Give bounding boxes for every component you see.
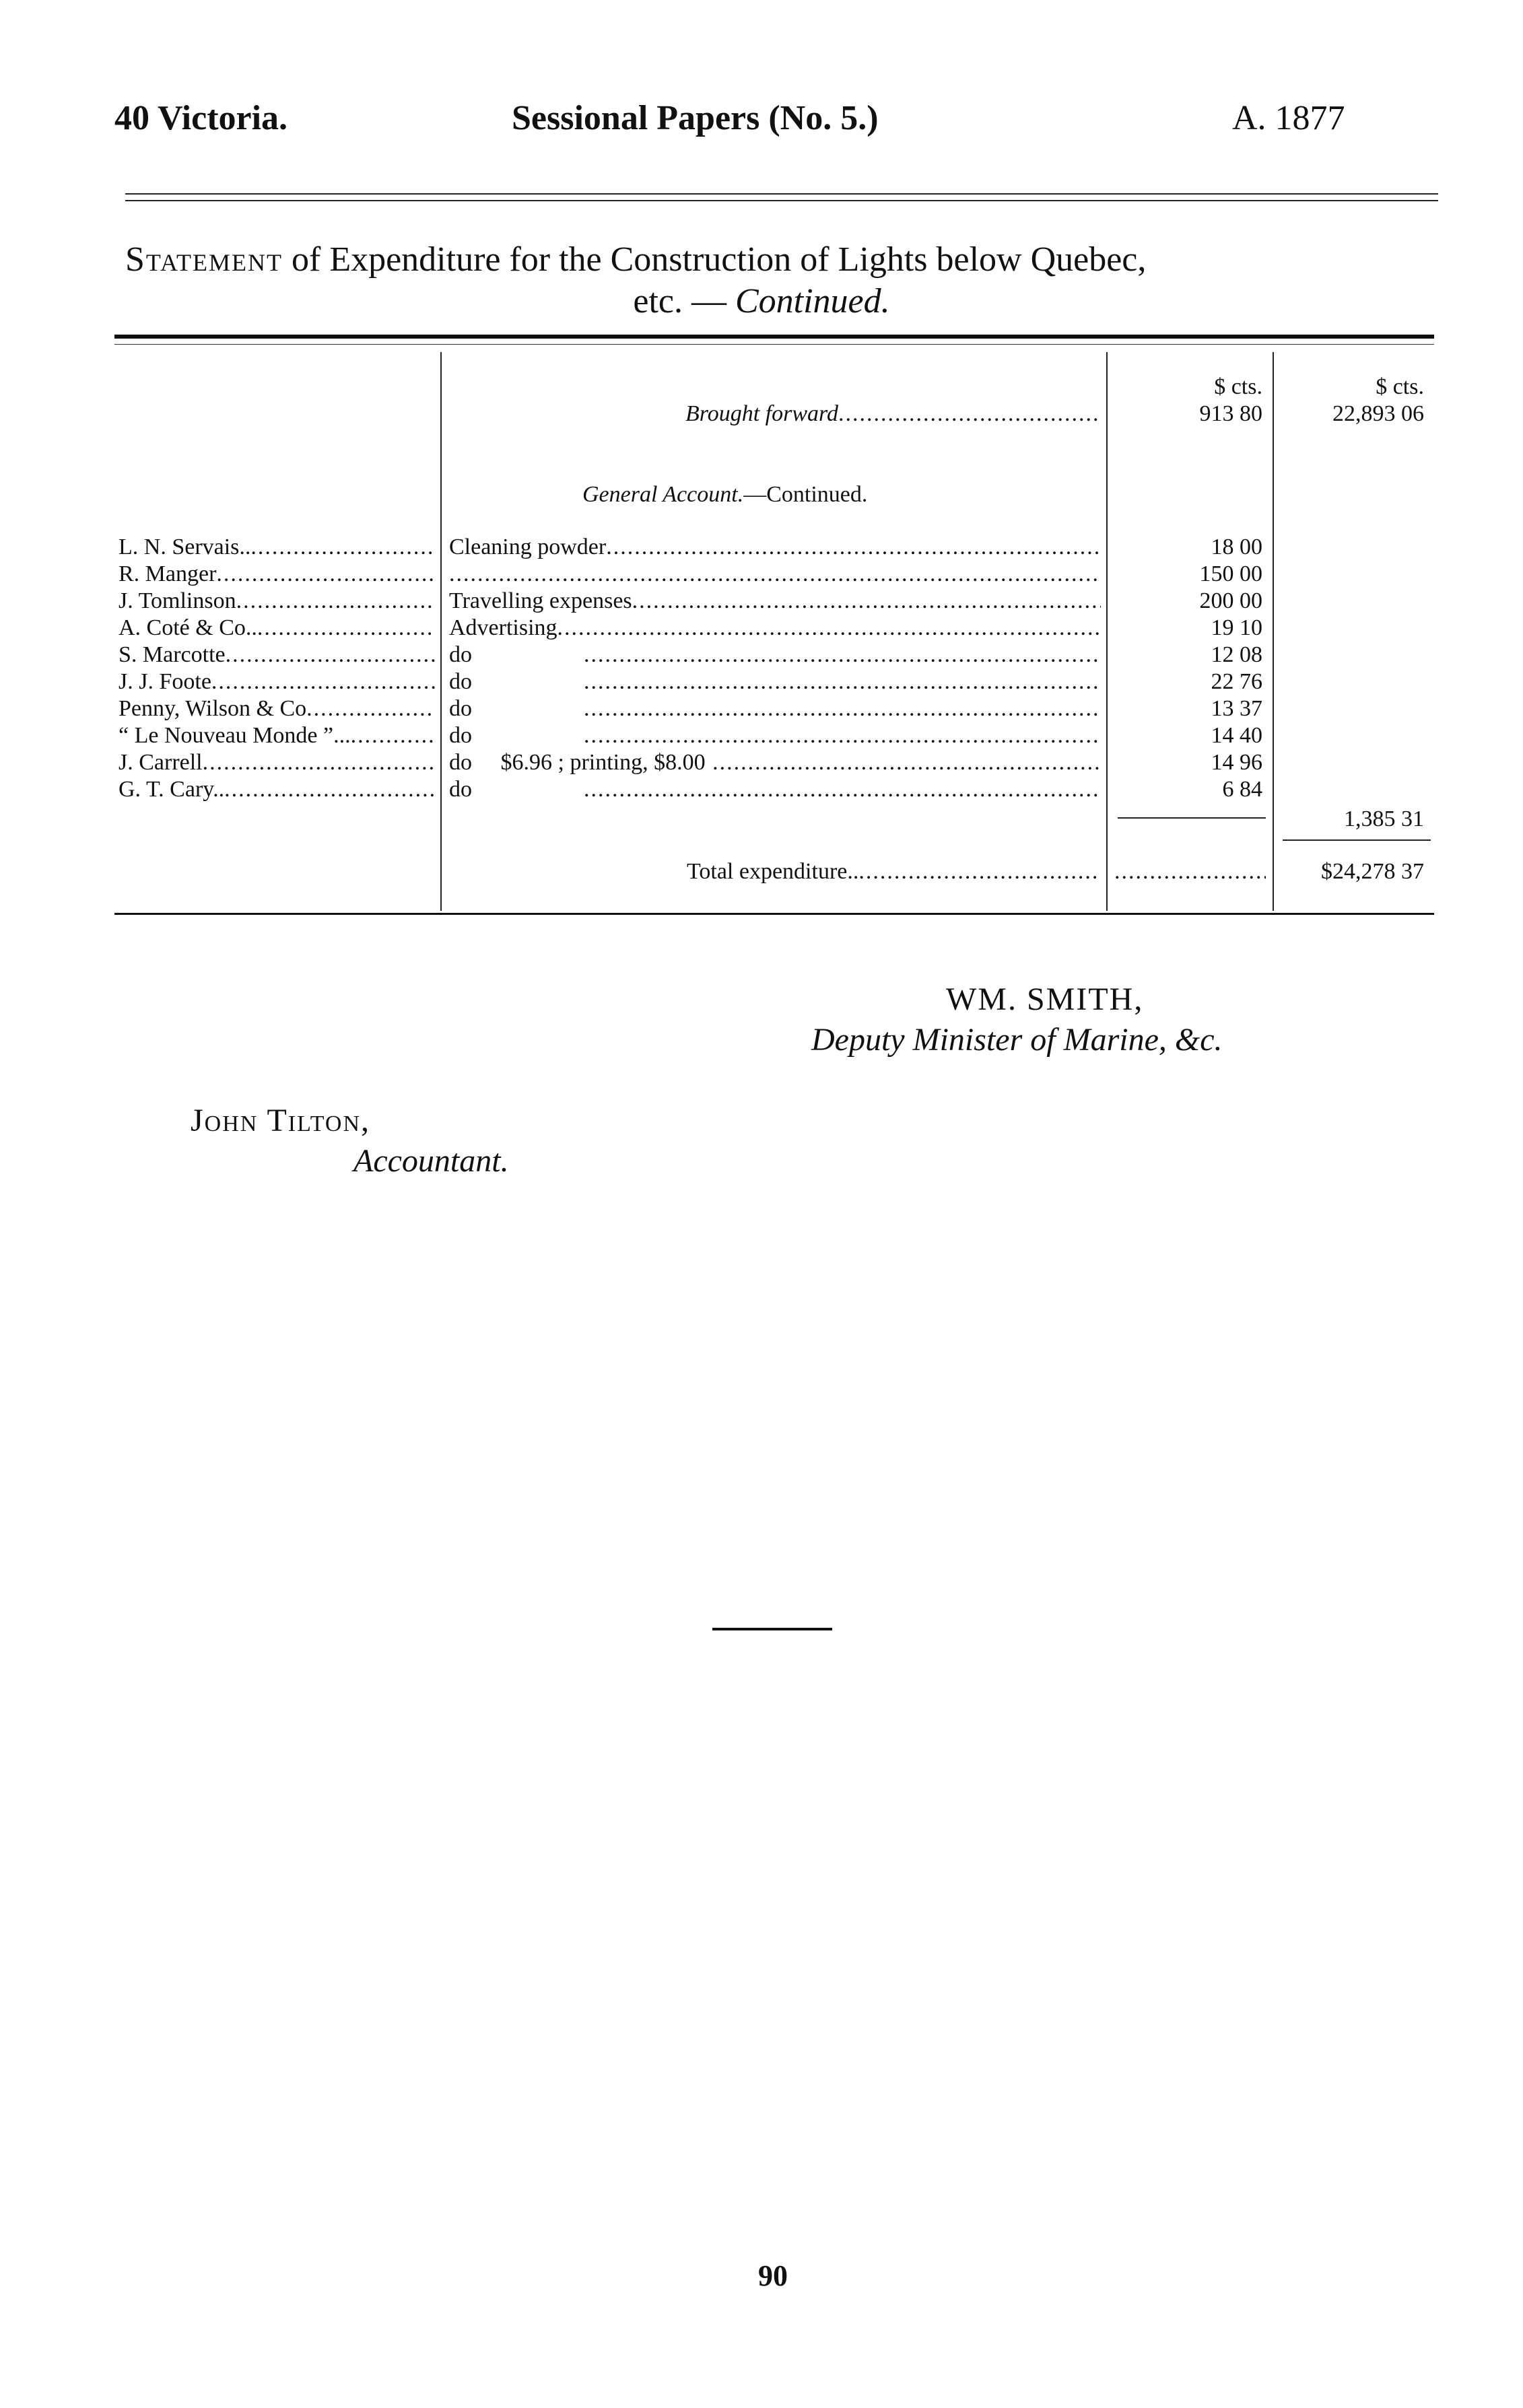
- leader-dots: [606, 534, 1101, 561]
- accountant-name: John Tilton,: [191, 1103, 371, 1138]
- statement-title: [125, 239, 1438, 281]
- row-amount: 6 84: [1222, 777, 1262, 802]
- brought-forward-total: 22,893 06: [1332, 401, 1424, 426]
- subtotal-rule: [1118, 817, 1266, 819]
- table-row: [114, 615, 1434, 642]
- row-amount: 12 08: [1211, 642, 1262, 667]
- payee-name: J. Tomlinson: [119, 588, 236, 613]
- table-row: [114, 668, 1434, 695]
- row-item: [449, 749, 1101, 776]
- payee-name: J. J. Foote: [119, 669, 211, 694]
- row-item: [449, 534, 1101, 561]
- header-title: Sessional Papers (No. 5.): [512, 99, 879, 137]
- item-description: do: [449, 669, 472, 694]
- statement-subtitle-italic: Continued.: [735, 282, 890, 320]
- leader-dots: [584, 695, 1101, 722]
- table-row: [114, 722, 1434, 749]
- subtotal-amount: 1,385 31: [1344, 806, 1424, 831]
- leader-dots: [584, 722, 1101, 749]
- payee-name: A. Coté & Co..: [119, 615, 257, 640]
- item-description: Advertising: [449, 615, 557, 640]
- signatory-name: WM. SMITH,: [946, 982, 1144, 1017]
- item-description: do: [449, 642, 472, 667]
- brought-forward-label: Brought forward: [685, 401, 839, 426]
- section-heading: [582, 481, 867, 508]
- row-item: [449, 588, 1101, 615]
- leader-dots: [250, 534, 435, 561]
- row-item: [449, 722, 1101, 749]
- table-row: [114, 561, 1434, 588]
- row-payee: [119, 668, 435, 695]
- payee-name: “ Le Nouveau Monde ”...: [119, 723, 351, 748]
- payee-name: L. N. Servais..: [119, 535, 251, 559]
- closing-rule: [712, 1628, 832, 1630]
- row-amount: 200 00: [1199, 588, 1262, 613]
- row-amount: 22 76: [1211, 669, 1262, 694]
- statement-title-lead: Statement: [125, 240, 283, 279]
- header-volume: 40 Victoria.: [114, 99, 288, 137]
- table-row: [114, 749, 1434, 776]
- accountant-title: Accountant.: [353, 1143, 509, 1179]
- table-row: [114, 534, 1434, 561]
- row-amount: 14 96: [1211, 750, 1262, 775]
- row-payee: [119, 722, 435, 749]
- signatory-title: Deputy Minister of Marine, &c.: [811, 1022, 1223, 1058]
- subtotal-rule-right: [1283, 839, 1431, 841]
- expenditure-rows: [114, 534, 1434, 803]
- leader-dots: [557, 615, 1101, 642]
- row-item: [449, 776, 1101, 803]
- total-label: Total expenditure..: [687, 859, 859, 884]
- header-rule-top: [125, 193, 1438, 195]
- section-heading-italic: General Account.: [582, 482, 744, 507]
- row-item: [449, 642, 1101, 668]
- item-description: do: [449, 723, 472, 748]
- item-description: do $6.96 ; printing, $8.00: [449, 750, 706, 775]
- payee-name: Penny, Wilson & Co: [119, 696, 307, 721]
- leader-dots: [838, 401, 1097, 427]
- brought-forward-amount: 913 80: [1199, 401, 1262, 426]
- leader-dots: [211, 668, 435, 695]
- payee-name: R. Manger: [119, 561, 217, 586]
- page-number: 90: [758, 2259, 788, 2292]
- row-payee: [119, 749, 435, 776]
- total-leader-dots: [1114, 858, 1266, 885]
- row-item: [449, 695, 1101, 722]
- table-row: [114, 776, 1434, 803]
- row-payee: [119, 588, 435, 615]
- leader-dots: [203, 749, 435, 776]
- statement-subtitle-plain: etc. —: [633, 282, 735, 320]
- leader-dots: [351, 722, 435, 749]
- leader-dots: [226, 642, 435, 668]
- item-description: Cleaning powder: [449, 535, 607, 559]
- table-row: [114, 588, 1434, 615]
- leader-dots: [584, 668, 1101, 695]
- total-amount: $24,278 37: [1321, 859, 1424, 884]
- leader-dots: [306, 695, 435, 722]
- row-payee: [119, 642, 435, 668]
- leader-dots: [257, 615, 435, 642]
- row-amount: 150 00: [1199, 561, 1262, 586]
- leader-dots: [584, 776, 1101, 803]
- header-rule-bottom: [125, 200, 1438, 201]
- leader-dots: [858, 858, 1099, 885]
- item-description: Travelling expenses: [449, 588, 632, 613]
- leader-dots: [236, 588, 435, 615]
- row-payee: [119, 776, 435, 803]
- table-row: [114, 695, 1434, 722]
- payee-name: J. Carrell: [119, 750, 203, 775]
- item-description: do: [449, 696, 472, 721]
- row-amount: 18 00: [1211, 535, 1262, 559]
- row-item: [449, 561, 1101, 588]
- statement-title-rest: of Expenditure for the Construction of Lights below Quebec,: [283, 240, 1147, 279]
- payee-name: S. Marcotte: [119, 642, 226, 667]
- brought-forward-row: [685, 401, 1097, 427]
- leader-dots: [224, 776, 435, 803]
- leader-dots: [216, 561, 435, 588]
- total-row-label: [687, 858, 1099, 885]
- leader-dots: [584, 642, 1101, 668]
- table-bottom-rule: [114, 913, 1434, 915]
- table-top-rule-thin: [114, 344, 1434, 345]
- row-item: [449, 615, 1101, 642]
- header-year: A. 1877: [1232, 99, 1345, 137]
- row-payee: [119, 561, 435, 588]
- row-item: [449, 668, 1101, 695]
- item-description: do: [449, 777, 472, 802]
- row-payee: [119, 615, 435, 642]
- payee-name: G. T. Cary..: [119, 777, 225, 802]
- leader-dots: [632, 588, 1101, 615]
- table-top-rule: [114, 335, 1434, 339]
- row-payee: [119, 534, 435, 561]
- row-amount: 13 37: [1211, 696, 1262, 721]
- row-amount: 14 40: [1211, 723, 1262, 748]
- row-payee: [119, 695, 435, 722]
- leader-dots: [449, 561, 1101, 588]
- row-amount: 19 10: [1211, 615, 1262, 640]
- section-heading-plain: —Continued.: [743, 482, 868, 507]
- statement-subtitle: [0, 281, 1523, 322]
- table-row: [114, 642, 1434, 668]
- leader-dots: [706, 749, 1101, 776]
- unit-label-left: $ cts.: [1214, 374, 1262, 399]
- unit-label-right: $ cts.: [1376, 374, 1424, 399]
